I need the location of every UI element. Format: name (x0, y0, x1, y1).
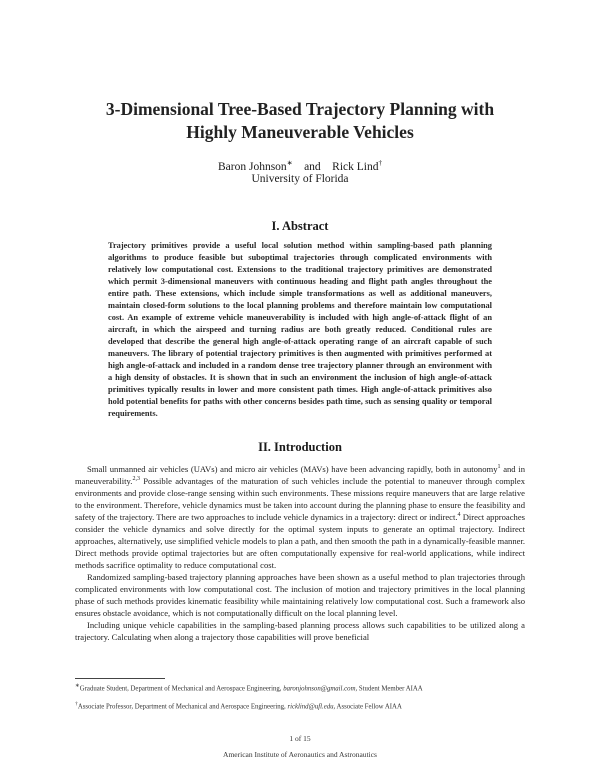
author-1: Baron Johnson (218, 160, 287, 173)
citation-1[interactable]: 1 (497, 464, 501, 471)
intro-p1-text-d: Direct approaches consider the vehicle dynamics and solve directly for the optimal system inputs to generate an optimal trajectory. Indirect approaches, alternatively, use simplified vehicle models to plan a path, and then smooth the path in a dynamically-feasible manner. Direct methods provide optimal trajectories but are often computationally expensive for real-world applications, while indirect methods sacrifice optimality to reduce computational cost. (75, 512, 526, 570)
footnote-1-text-b: , Student Member AIAA (355, 685, 423, 693)
paper-title (60, 98, 540, 144)
citation-4[interactable]: 4 (457, 512, 461, 519)
footnote-1-email[interactable]: baronjohnson@gmail.com (283, 685, 356, 693)
footnote-2 (75, 700, 525, 711)
author-1-mark: ∗ (286, 159, 293, 167)
introduction-heading: II. Introduction (258, 440, 342, 454)
intro-p1-text-b: and in maneuverability. (75, 464, 525, 486)
introduction-body (75, 463, 525, 643)
affiliation: University of Florida (251, 173, 349, 185)
intro-p1-text-a: Small unmanned air vehicles (UAVs) and micro air vehicles (MAVs) have been advancing rapidly, both in autonomy (87, 464, 498, 474)
author-2-mark: † (378, 159, 382, 167)
footnote-divider (75, 678, 165, 679)
footnote-1-text-a: Graduate Student, Department of Mechanical and Aerospace Engineering, (79, 685, 284, 693)
author-2: Rick Lind (332, 160, 379, 173)
author-separator: and (304, 160, 321, 173)
page-number: 1 of 15 (289, 734, 311, 743)
footnote-2-mark: † (75, 701, 78, 707)
abstract-heading: I. Abstract (271, 219, 329, 233)
publisher-footer: American Institute of Aeronautics and Astronautics (223, 750, 377, 759)
footnote-2-text-b: , Associate Fellow AIAA (333, 703, 402, 711)
title-line-1: 3-Dimensional Tree-Based Trajectory Planning with (105, 99, 495, 119)
citation-2-3[interactable]: 2,3 (132, 476, 140, 483)
title-line-2: Highly Maneuverable Vehicles (186, 122, 414, 142)
footnote-2-text-a: Associate Professor, Department of Mechanical and Aerospace Engineering, (77, 703, 288, 711)
abstract-text: Trajectory primitives provide a useful local solution method within sampling-based path planning algorithms to produce feasible but suboptimal trajectories through complicated environments with relatively low computational cost. Extensions to the traditional trajectory primitives are demonstrated which permit 3-dimensional maneuvers with continuous heading and flight path angles throughout the entire path. These extensions, which include simple transformations as well as additional maneuvers, maintain closed-form solutions to the local planning problems and therefore maintain low computational cost. An example of extreme vehicle maneuverability is included with high angle-of-attack flight of an aircraft, in which the airspeed and turning radius are both greatly reduced. Conditional rules are developed that describe the general high angle-of-attack operating range of an aircraft capable of such maneuvers. The library of potential trajectory primitives is then augmented with primitives performed at high angle-of-attack and included in a random dense tree trajectory planner through an environment with a high density of obstacles. It is shown that in such an environment the inclusion of high angle-of-attack primitives typically results in lower and more consistent path times. High angle-of-attack primitives also hold potential benefits for paths with other concerns besides path time, such as sensing quality or temporal requirements. (108, 241, 492, 418)
intro-paragraph-1 (75, 463, 525, 571)
footnote-1 (75, 682, 525, 693)
intro-p1-text-c: Possible advantages of the maturation of such vehicles include the potential to maneuver through complex environments and provide close-range sensing within such environments. These missions require maneuvers that are large relative to the environment. Therefore, vehicle dynamics must be taken into account during the planning phase to ensure the feasibility and safety of the trajectory. There are two approaches to include vehicle dynamics in a trajectory: direct or indirect. (75, 476, 525, 522)
intro-paragraph-2: Randomized sampling-based trajectory planning approaches have been shown as a useful method to plan trajectories through complicated environments with low computational cost. The inclusion of motion and trajectory primitives in the local planning phase of such methods provides kinematic feasibility while maintaining relatively low computational cost. Such a framework also ensures obstacle avoidance, which is not computationally difficult on the local planning level. (75, 572, 525, 618)
footnote-1-mark: ∗ (75, 683, 80, 689)
intro-paragraph-3: Including unique vehicle capabilities in the sampling-based planning process allows such capabilities to be utilized along a trajectory. Calculating when along a trajectory those capabilities will prove beneficial (75, 620, 525, 642)
footnote-2-email[interactable]: ricklind@ufl.edu (287, 703, 334, 711)
